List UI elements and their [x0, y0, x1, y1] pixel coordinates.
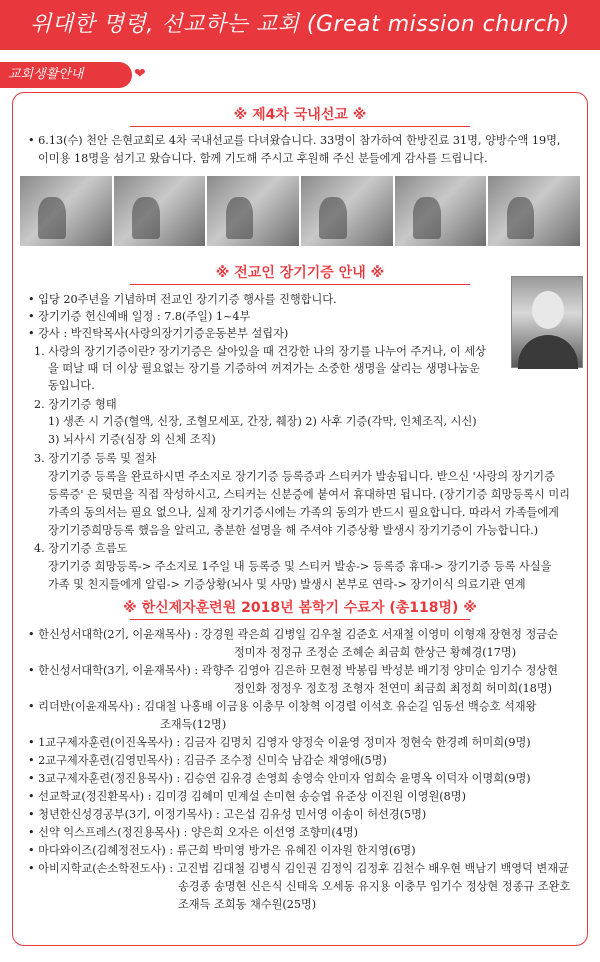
text-line: 을 떠날 때 더 이상 필요없는 장기를 기증하여 꺼져가는 소중한 생명을 살리는 생명나눔운 — [48, 362, 480, 375]
text-line: • 한신성서대학(3기, 이윤재목사) : 곽향주 김영아 김은하 모현정 박봉림 박성분 배기정 양미순 임기수 정상현 — [28, 664, 558, 677]
section-title-graduates: ※ 한신제자훈련원 2018년 봄학기 수료자 (총118명) ※ — [123, 600, 477, 616]
text-line: 장기기증희망등록 했음을 알리고, 충분한 설명을 해 주셔야 기증상황 발생시 장기기증이 가능합니다.) — [48, 524, 539, 537]
text-line: • 선교학교(정진환목사) : 김미경 김혜미 민계설 손미현 송승엽 유준상 이진원 이영원(8명) — [28, 790, 466, 803]
heart-icon: ❤ — [134, 66, 146, 82]
text-line: 1) 생존 시 기증(혈액, 신장, 조혈모세포, 간장, 췌장) 2) 사후 기증(각막, 인체조직, 시신) — [48, 415, 477, 428]
text-line: 정인화 정정우 정호정 조형자 천연미 최금희 최정희 허미희(18명) — [234, 682, 553, 695]
text-line: • 장기기증 헌신예배 일정 : 7.8(주일) 1~4부 — [28, 310, 251, 323]
mission-photo — [114, 176, 206, 246]
text-line: • 한신성서대학(2기, 이윤재목사) : 강경원 곽은희 김병일 김우철 김준호 서재철 이영미 이형재 장현정 정금순 — [28, 628, 558, 641]
speaker-portrait — [511, 276, 583, 368]
text-line: • 리더반(이윤재목사) : 김대철 나홍배 이금용 이충무 이창혁 이경렬 이석호 유순길 임동선 백승호 석재왕 — [28, 700, 537, 713]
text-line: • 입당 20주년을 기념하며 전교인 장기기증 행사를 진행합니다. — [28, 293, 337, 306]
text-line: • 3교구제자훈련(정진용목사) : 김승연 김유경 손영희 송영숙 안미자 엄희숙 윤명옥 이덕자 이명희(9명) — [28, 772, 531, 785]
text-line: 정미자 정정규 조정순 조혜순 최금희 한상근 황혜경(17명) — [234, 646, 517, 659]
text-line: • 1교구제자훈련(이진옥목사) : 김금자 김명치 김영자 양정숙 이윤영 정미자 정현숙 한경례 허미희(9명) — [28, 736, 531, 749]
mission-photo — [301, 176, 393, 246]
text-line: 2. 장기기증 형태 — [34, 398, 117, 411]
text-line: 조재득 조희동 채수원(25명) — [178, 898, 317, 911]
text-line: • 강사 : 박진탁목사(사랑의장기기증운동본부 설립자) — [28, 327, 289, 340]
divider — [130, 284, 470, 285]
text-line: • 6.13(수) 천안 은현교회로 4차 국내선교를 다녀왔습니다. 33명이 참가하여 한방진료 31명, 양방수액 19명, — [28, 134, 561, 147]
section-title-mission: ※ 제4차 국내선교 ※ — [233, 107, 367, 123]
header-banner: 위대한 명령, 선교하는 교회 (Great mission church) — [0, 0, 600, 50]
text-line: 가족의 동의서는 필요 없으나, 실제 장기기증시에는 가족의 동의가 반드시 필요합니다. 따라서 가족들에게 — [48, 506, 559, 519]
text-line: 4. 장기기증 흐름도 — [34, 542, 128, 555]
text-line: 동입니다. — [48, 379, 95, 392]
text-line: • 마다와이즈(김혜정전도사) : 류근희 박미영 방가은 유혜진 이자원 한지영(6명) — [28, 844, 416, 857]
text-line: 등록증' 은 뒷면을 직접 작성하시고, 스티커는 신분증에 붙여서 휴대하면 됩니다. (장기기증 희망등록시 미리 — [48, 488, 570, 501]
text-line: 장기기증 등록을 완료하시면 주소지로 장기기증 등록증과 스티커가 발송됩니다. 받으신 '사랑의 장기기증 — [48, 470, 555, 483]
photo-strip — [20, 176, 580, 246]
text-line: 3) 뇌사시 기증(심장 외 신체 조직) — [48, 433, 216, 446]
text-line: 3. 장기기증 등록 및 절차 — [34, 452, 157, 465]
text-line: 조재득(12명) — [160, 718, 227, 731]
text-line: 가족 및 친지들에게 알림-> 기증상황(뇌사 및 사망) 발생시 본부로 연락-> 장기이식 의료기관 연계 — [48, 578, 526, 591]
mission-photo — [395, 176, 487, 246]
mission-photo — [488, 176, 580, 246]
text-line: 송경종 송명현 신은식 신태욱 오세동 유지용 이충무 임기수 정상현 정종규 조완호 — [178, 880, 571, 893]
text-line: • 신약 익스프레스(정진용목사) : 양은희 오자은 이선영 조향미(4명) — [28, 826, 359, 839]
section-tab: 교회생활안내 — [0, 62, 132, 88]
mission-photo — [207, 176, 299, 246]
section-title-organ: ※ 전교인 장기기증 안내 ※ — [215, 265, 385, 281]
text-line: 이미용 18명을 섬기고 왔습니다. 함께 기도해 주시고 후원해 주신 분들에게 감사를 드립니다. — [38, 152, 488, 165]
text-line: • 아비지학교(손소학전도사) : 고진법 김대철 김병식 김인권 김정익 김정후 김천수 배우현 백남기 백영덕 변재균 — [28, 862, 569, 875]
divider — [130, 619, 470, 620]
text-line: 장기기증 희망등록-> 주소지로 1주일 내 등록증 및 스티커 발송-> 등록증 휴대-> 장기기증 등록 사실을 — [48, 560, 552, 573]
text-line: • 청년한신성경공부(3기, 이정기목사) : 고은섭 김유성 민서영 이송이 허선경(5명) — [28, 808, 427, 821]
mission-photo — [20, 176, 112, 246]
text-line: • 2교구제자훈련(김영민목사) : 김금주 조수정 신미숙 남감순 채영애(5명) — [28, 754, 387, 767]
text-line: 1. 사랑의 장기기증이란? 장기기증은 살아있을 때 건강한 나의 장기를 나누어 주거나, 이 세상 — [34, 345, 486, 358]
divider — [130, 126, 470, 127]
